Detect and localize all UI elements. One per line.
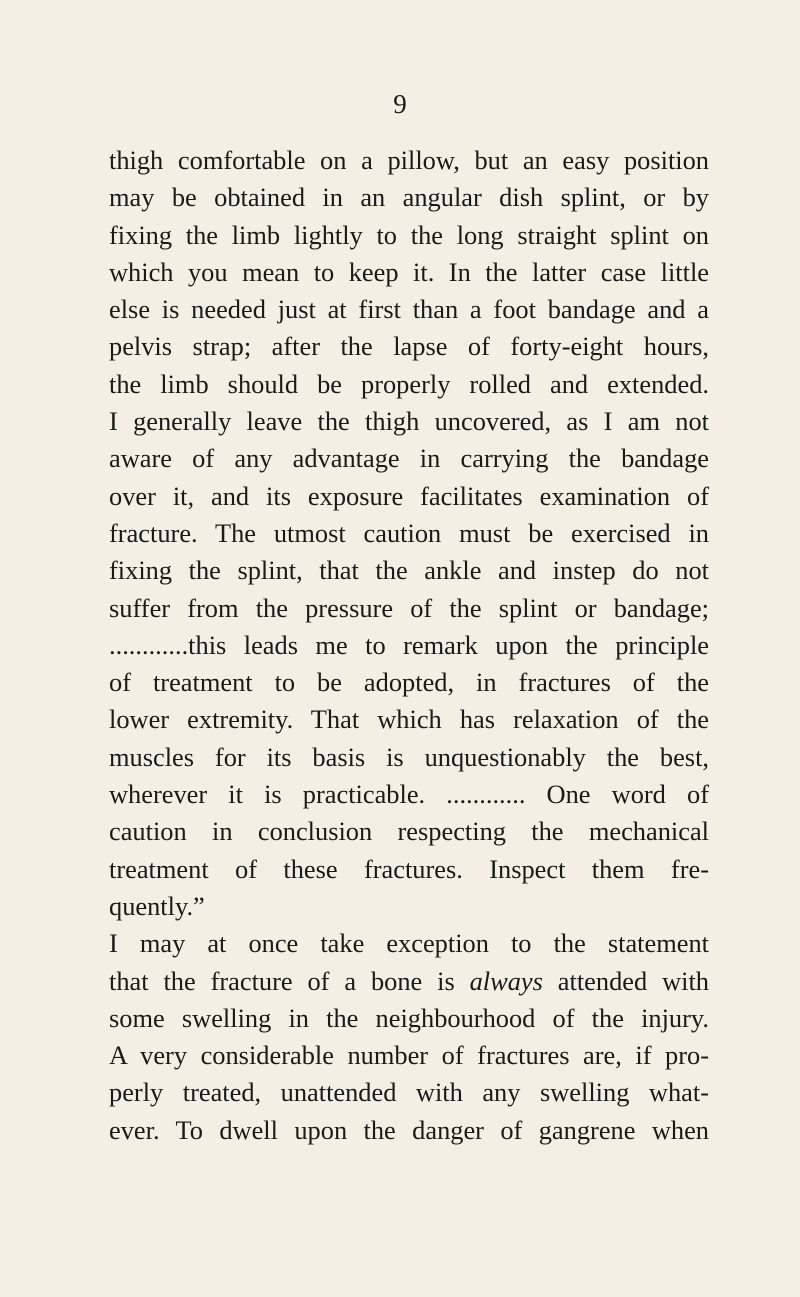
text-line: quently.”	[109, 890, 205, 921]
text-line: treatment of these fractures. Inspect them fre-	[109, 853, 709, 884]
text-line: some swelling in the neighbourhood of the injury.	[109, 1002, 709, 1033]
text-line: fracture. The utmost caution must be exercised in	[109, 517, 709, 548]
text-line	[109, 963, 709, 1000]
text-line: aware of any advantage in carrying the bandage	[109, 443, 709, 474]
text-line: thigh comfortable on a pillow, but an easy position	[109, 145, 709, 175]
text-line: pelvis strap; after the lapse of forty-eight hours,	[109, 331, 709, 362]
text-line: of treatment to be adopted, in fractures of the	[109, 667, 709, 698]
text-line: which you mean to keep it. In the latter case little	[109, 256, 709, 287]
text-line: I generally leave the thigh uncovered, as I am not	[109, 406, 709, 437]
emphasis-always: always	[469, 965, 543, 996]
text-line: caution in conclusion respecting the mechanical	[109, 816, 709, 847]
text-line: A very considerable number of fractures are, if pro-	[109, 1040, 709, 1071]
text-line: fixing the limb lightly to the long straight splint on	[109, 219, 709, 250]
text-line: lower extremity. That which has relaxation of the	[109, 704, 709, 735]
text-line: I may at once take exception to the statement	[109, 928, 709, 959]
text-line: fixing the splint, that the ankle and instep do not	[109, 555, 709, 586]
text-line: else is needed just at first than a foot bandage and a	[109, 294, 709, 325]
text-line: over it, and its exposure facilitates examination of	[109, 480, 709, 511]
text-line: suffer from the pressure of the splint or bandage;	[109, 592, 709, 623]
text-span: attended with	[542, 965, 709, 996]
text-line: wherever it is practicable. ............ One word of	[109, 779, 709, 810]
page-number: 9	[393, 89, 407, 119]
text-line: perly treated, unattended with any swelling what-	[109, 1077, 709, 1108]
text-line: may be obtained in an angular dish splint, or by	[109, 182, 709, 213]
text-span: that the fracture of a bone is	[109, 965, 470, 996]
text-line: ever. To dwell upon the danger of gangrene when	[109, 1114, 709, 1145]
text-line: the limb should be properly rolled and extended.	[109, 368, 709, 399]
body-text	[109, 142, 709, 1149]
text-line: ............this leads me to remark upon the principle	[109, 629, 709, 660]
text-line: muscles for its basis is unquestionably the best,	[109, 741, 709, 772]
